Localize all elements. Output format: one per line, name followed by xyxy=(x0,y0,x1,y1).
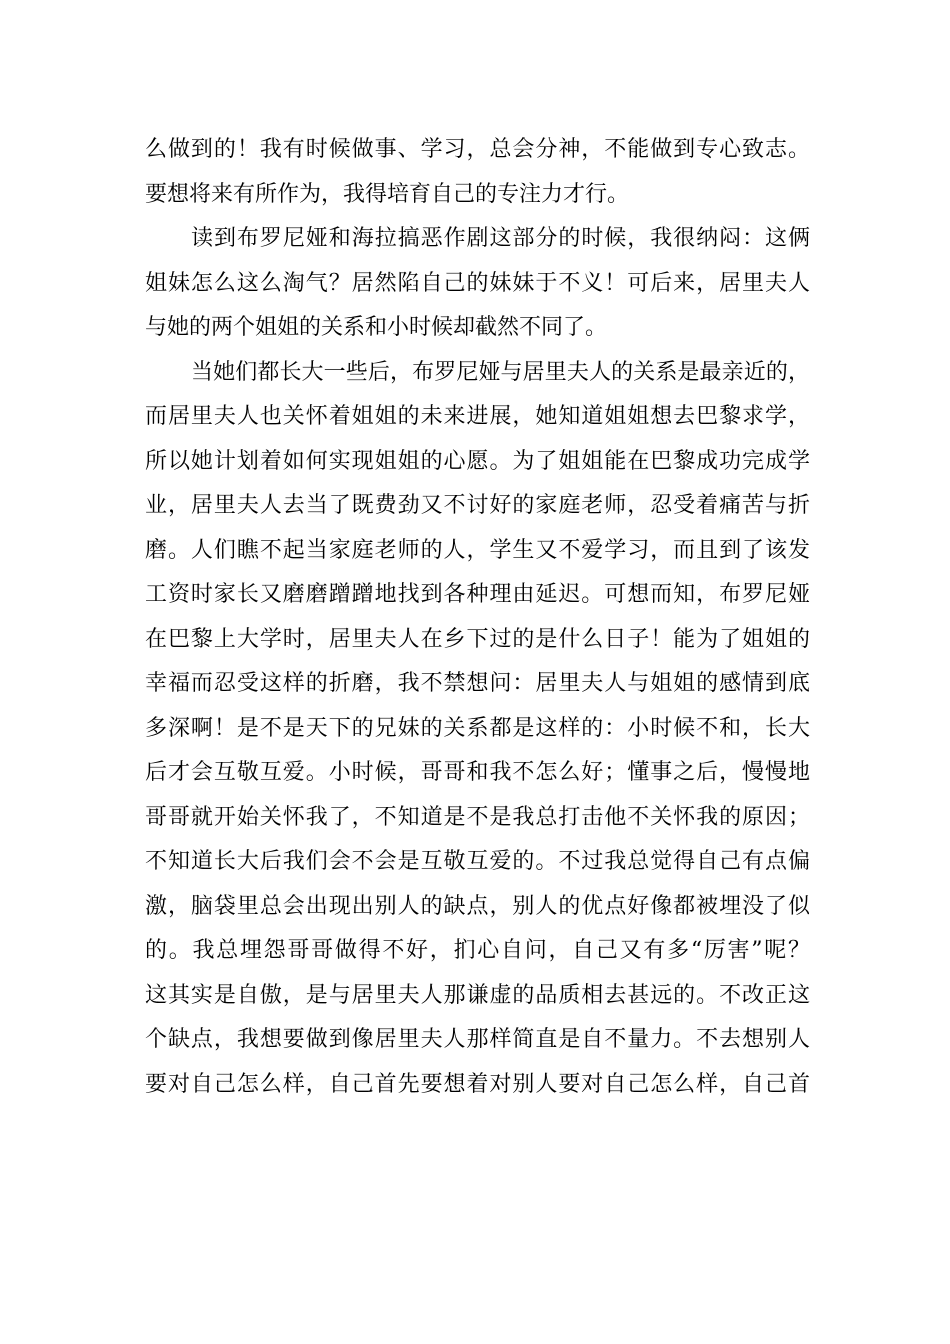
text-line: 工资时家长又磨磨蹭蹭地找到各种理由延迟。可想而知，布罗尼娅 xyxy=(145,582,810,607)
text-line: 多深啊！是不是天下的兄妹的关系都是这样的：小时候不和，长大 xyxy=(145,715,810,741)
text-line: 磨。人们瞧不起当家庭老师的人，学生又不爱学习，而且到了该发 xyxy=(145,537,810,563)
text-line: 所以她计划着如何实现姐姐的心愿。为了姐姐能在巴黎成功完成学 xyxy=(145,448,810,474)
paragraph-first-line: 当她们都长大一些后，布罗尼娅与居里夫人的关系是最亲近的， xyxy=(191,359,810,385)
text-line: 姐妹怎么这么淘气？居然陷自己的妹妹于不义！可后来，居里夫人 xyxy=(145,270,810,296)
text-line: 幸福而忍受这样的折磨，我不禁想问：居里夫人与姐姐的感情到底 xyxy=(145,671,810,696)
text-line: 要想将来有所作为，我得培育自己的专注力才行。 xyxy=(145,181,630,207)
text-line: 么做到的！我有时候做事、学习，总会分神，不能做到专心致志。 xyxy=(145,137,810,162)
text-line: 不知道长大后我们会不会是互敬互爱的。不过我总觉得自己有点偏 xyxy=(145,849,810,874)
text-line: 业，居里夫人去当了既费劲又不讨好的家庭老师，忍受着痛苦与折 xyxy=(145,493,810,518)
text-line: 要对自己怎么样，自己首先要想着对别人要对自己怎么样，自己首 xyxy=(145,1071,810,1097)
essay-body xyxy=(145,128,810,1107)
text-line: 在巴黎上大学时，居里夫人在乡下过的是什么日子！能为了姐姐的 xyxy=(145,626,810,652)
text-line: 激，脑袋里总会出现出别人的缺点，别人的优点好像都被埋没了似 xyxy=(145,893,810,919)
paragraph-first-line: 读到布罗尼娅和海拉搞恶作剧这部分的时候，我很纳闷：这俩 xyxy=(191,226,810,251)
text-line: 与她的两个姐姐的关系和小时候却截然不同了。 xyxy=(145,315,608,340)
text-line: 的。我总埋怨哥哥做得不好，扪心自问，自己又有多“厉害”呢？ xyxy=(145,938,810,963)
text-line: 而居里夫人也关怀着姐姐的未来进展，她知道姐姐想去巴黎求学， xyxy=(145,404,810,429)
text-line: 个缺点，我想要做到像居里夫人那样简直是自不量力。不去想别人 xyxy=(145,1027,810,1052)
text-line: 这其实是自傲，是与居里夫人那谦虚的品质相去甚远的。不改正这 xyxy=(145,982,810,1008)
text-line: 哥哥就开始关怀我了，不知道是不是我总打击他不关怀我的原因； xyxy=(145,804,810,830)
text-line: 后才会互敬互爱。小时候，哥哥和我不怎么好；懂事之后，慢慢地 xyxy=(145,760,810,785)
